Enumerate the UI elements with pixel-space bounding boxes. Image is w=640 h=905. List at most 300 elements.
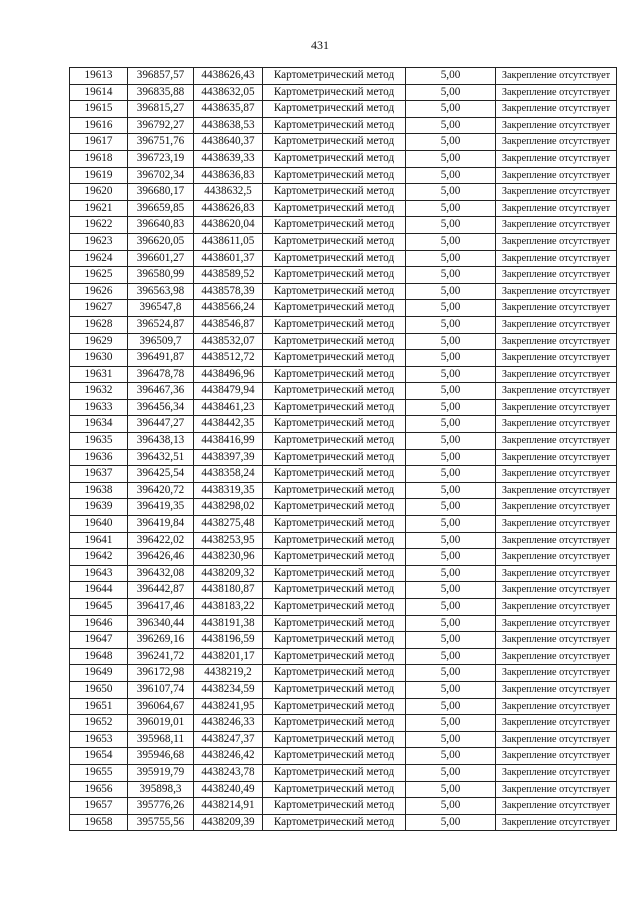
x-coordinate-cell: 396659,85 (128, 200, 194, 217)
method-cell: Картометрический метод (263, 632, 406, 649)
method-cell: Картометрический метод (263, 781, 406, 798)
point-number-cell: 19645 (70, 599, 128, 616)
fixing-cell: Закрепление отсутствует (496, 250, 617, 267)
table-row (70, 764, 617, 781)
x-coordinate-cell: 396640,83 (128, 217, 194, 234)
y-coordinate-cell: 4438234,59 (194, 681, 263, 698)
point-number-cell: 19648 (70, 648, 128, 665)
y-coordinate-cell: 4438201,17 (194, 648, 263, 665)
x-coordinate-cell: 396426,46 (128, 549, 194, 566)
method-cell: Картометрический метод (263, 333, 406, 350)
y-coordinate-cell: 4438358,24 (194, 466, 263, 483)
fixing-cell: Закрепление отсутствует (496, 665, 617, 682)
y-coordinate-cell: 4438578,39 (194, 283, 263, 300)
fixing-cell: Закрепление отсутствует (496, 681, 617, 698)
table-row (70, 117, 617, 134)
y-coordinate-cell: 4438640,37 (194, 134, 263, 151)
x-coordinate-cell: 396792,27 (128, 117, 194, 134)
accuracy-cell: 5,00 (406, 764, 496, 781)
table-row (70, 648, 617, 665)
point-number-cell: 19638 (70, 482, 128, 499)
accuracy-cell: 5,00 (406, 814, 496, 831)
method-cell: Картометрический метод (263, 416, 406, 433)
accuracy-cell: 5,00 (406, 449, 496, 466)
y-coordinate-cell: 4438601,37 (194, 250, 263, 267)
accuracy-cell: 5,00 (406, 200, 496, 217)
fixing-cell: Закрепление отсутствует (496, 781, 617, 798)
fixing-cell: Закрепление отсутствует (496, 532, 617, 549)
table-row (70, 150, 617, 167)
point-number-cell: 19651 (70, 698, 128, 715)
y-coordinate-cell: 4438638,53 (194, 117, 263, 134)
point-number-cell: 19628 (70, 316, 128, 333)
table-row (70, 250, 617, 267)
table-row (70, 383, 617, 400)
fixing-cell: Закрепление отсутствует (496, 316, 617, 333)
point-number-cell: 19649 (70, 665, 128, 682)
y-coordinate-cell: 4438635,87 (194, 101, 263, 118)
accuracy-cell: 5,00 (406, 748, 496, 765)
point-number-cell: 19655 (70, 764, 128, 781)
table-row (70, 681, 617, 698)
table-row (70, 449, 617, 466)
method-cell: Картометрический метод (263, 499, 406, 516)
table-row (70, 582, 617, 599)
method-cell: Картометрический метод (263, 383, 406, 400)
x-coordinate-cell: 396417,46 (128, 599, 194, 616)
point-number-cell: 19622 (70, 217, 128, 234)
accuracy-cell: 5,00 (406, 101, 496, 118)
point-number-cell: 19630 (70, 350, 128, 367)
x-coordinate-cell: 395776,26 (128, 798, 194, 815)
fixing-cell: Закрепление отсутствует (496, 466, 617, 483)
fixing-cell: Закрепление отсутствует (496, 117, 617, 134)
point-number-cell: 19614 (70, 84, 128, 101)
x-coordinate-cell: 396467,36 (128, 383, 194, 400)
point-number-cell: 19652 (70, 715, 128, 732)
fixing-cell: Закрепление отсутствует (496, 715, 617, 732)
point-number-cell: 19624 (70, 250, 128, 267)
accuracy-cell: 5,00 (406, 516, 496, 533)
point-number-cell: 19619 (70, 167, 128, 184)
point-number-cell: 19642 (70, 549, 128, 566)
fixing-cell: Закрепление отсутствует (496, 267, 617, 284)
method-cell: Картометрический метод (263, 399, 406, 416)
x-coordinate-cell: 396420,72 (128, 482, 194, 499)
accuracy-cell: 5,00 (406, 715, 496, 732)
x-coordinate-cell: 396620,05 (128, 233, 194, 250)
fixing-cell: Закрепление отсутствует (496, 615, 617, 632)
fixing-cell: Закрепление отсутствует (496, 814, 617, 831)
table-row (70, 748, 617, 765)
x-coordinate-cell: 395755,56 (128, 814, 194, 831)
y-coordinate-cell: 4438589,52 (194, 267, 263, 284)
accuracy-cell: 5,00 (406, 333, 496, 350)
x-coordinate-cell: 396563,98 (128, 283, 194, 300)
y-coordinate-cell: 4438253,95 (194, 532, 263, 549)
x-coordinate-cell: 396340,44 (128, 615, 194, 632)
table-row (70, 482, 617, 499)
x-coordinate-cell: 396432,08 (128, 565, 194, 582)
x-coordinate-cell: 396580,99 (128, 267, 194, 284)
point-number-cell: 19617 (70, 134, 128, 151)
fixing-cell: Закрепление отсутствует (496, 731, 617, 748)
y-coordinate-cell: 4438241,95 (194, 698, 263, 715)
fixing-cell: Закрепление отсутствует (496, 150, 617, 167)
accuracy-cell: 5,00 (406, 184, 496, 201)
point-number-cell: 19613 (70, 68, 128, 85)
x-coordinate-cell: 396269,16 (128, 632, 194, 649)
table-row (70, 499, 617, 516)
x-coordinate-cell: 395898,3 (128, 781, 194, 798)
table-row (70, 814, 617, 831)
x-coordinate-cell: 396601,27 (128, 250, 194, 267)
fixing-cell: Закрепление отсутствует (496, 383, 617, 400)
table-row (70, 333, 617, 350)
method-cell: Картометрический метод (263, 350, 406, 367)
x-coordinate-cell: 396425,54 (128, 466, 194, 483)
accuracy-cell: 5,00 (406, 499, 496, 516)
fixing-cell: Закрепление отсутствует (496, 499, 617, 516)
y-coordinate-cell: 4438620,04 (194, 217, 263, 234)
table-row (70, 101, 617, 118)
method-cell: Картометрический метод (263, 233, 406, 250)
y-coordinate-cell: 4438183,22 (194, 599, 263, 616)
accuracy-cell: 5,00 (406, 267, 496, 284)
x-coordinate-cell: 396524,87 (128, 316, 194, 333)
y-coordinate-cell: 4438611,05 (194, 233, 263, 250)
y-coordinate-cell: 4438512,72 (194, 350, 263, 367)
table-row (70, 200, 617, 217)
point-number-cell: 19650 (70, 681, 128, 698)
accuracy-cell: 5,00 (406, 482, 496, 499)
y-coordinate-cell: 4438191,38 (194, 615, 263, 632)
method-cell: Картометрический метод (263, 648, 406, 665)
x-coordinate-cell: 396419,35 (128, 499, 194, 516)
method-cell: Картометрический метод (263, 466, 406, 483)
accuracy-cell: 5,00 (406, 615, 496, 632)
method-cell: Картометрический метод (263, 449, 406, 466)
method-cell: Картометрический метод (263, 101, 406, 118)
x-coordinate-cell: 396835,88 (128, 84, 194, 101)
method-cell: Картометрический метод (263, 217, 406, 234)
table-row (70, 532, 617, 549)
accuracy-cell: 5,00 (406, 366, 496, 383)
coordinates-table (69, 67, 617, 831)
table-row (70, 167, 617, 184)
accuracy-cell: 5,00 (406, 798, 496, 815)
table-row (70, 549, 617, 566)
y-coordinate-cell: 4438461,23 (194, 399, 263, 416)
method-cell: Картометрический метод (263, 715, 406, 732)
table-row (70, 698, 617, 715)
method-cell: Картометрический метод (263, 200, 406, 217)
x-coordinate-cell: 396547,8 (128, 300, 194, 317)
accuracy-cell: 5,00 (406, 283, 496, 300)
fixing-cell: Закрепление отсутствует (496, 748, 617, 765)
method-cell: Картометрический метод (263, 565, 406, 582)
accuracy-cell: 5,00 (406, 781, 496, 798)
x-coordinate-cell: 396432,51 (128, 449, 194, 466)
y-coordinate-cell: 4438319,35 (194, 482, 263, 499)
method-cell: Картометрический метод (263, 433, 406, 450)
accuracy-cell: 5,00 (406, 698, 496, 715)
fixing-cell: Закрепление отсутствует (496, 582, 617, 599)
table-row (70, 466, 617, 483)
fixing-cell: Закрепление отсутствует (496, 433, 617, 450)
point-number-cell: 19633 (70, 399, 128, 416)
point-number-cell: 19620 (70, 184, 128, 201)
fixing-cell: Закрепление отсутствует (496, 516, 617, 533)
table-row (70, 217, 617, 234)
method-cell: Картометрический метод (263, 814, 406, 831)
accuracy-cell: 5,00 (406, 150, 496, 167)
table-row (70, 366, 617, 383)
table-row (70, 665, 617, 682)
accuracy-cell: 5,00 (406, 433, 496, 450)
table-row (70, 350, 617, 367)
method-cell: Картометрический метод (263, 516, 406, 533)
fixing-cell: Закрепление отсутствует (496, 764, 617, 781)
fixing-cell: Закрепление отсутствует (496, 333, 617, 350)
method-cell: Картометрический метод (263, 167, 406, 184)
fixing-cell: Закрепление отсутствует (496, 101, 617, 118)
fixing-cell: Закрепление отсутствует (496, 233, 617, 250)
point-number-cell: 19631 (70, 366, 128, 383)
table-row (70, 416, 617, 433)
fixing-cell: Закрепление отсутствует (496, 300, 617, 317)
fixing-cell: Закрепление отсутствует (496, 200, 617, 217)
fixing-cell: Закрепление отсутствует (496, 84, 617, 101)
accuracy-cell: 5,00 (406, 648, 496, 665)
y-coordinate-cell: 4438442,35 (194, 416, 263, 433)
accuracy-cell: 5,00 (406, 681, 496, 698)
method-cell: Картометрический метод (263, 482, 406, 499)
fixing-cell: Закрепление отсутствует (496, 648, 617, 665)
x-coordinate-cell: 396172,98 (128, 665, 194, 682)
method-cell: Картометрический метод (263, 665, 406, 682)
method-cell: Картометрический метод (263, 615, 406, 632)
point-number-cell: 19641 (70, 532, 128, 549)
accuracy-cell: 5,00 (406, 565, 496, 582)
point-number-cell: 19629 (70, 333, 128, 350)
fixing-cell: Закрепление отсутствует (496, 184, 617, 201)
accuracy-cell: 5,00 (406, 399, 496, 416)
accuracy-cell: 5,00 (406, 316, 496, 333)
table-row (70, 798, 617, 815)
point-number-cell: 19615 (70, 101, 128, 118)
x-coordinate-cell: 396702,34 (128, 167, 194, 184)
method-cell: Картометрический метод (263, 283, 406, 300)
point-number-cell: 19636 (70, 449, 128, 466)
point-number-cell: 19640 (70, 516, 128, 533)
y-coordinate-cell: 4438275,48 (194, 516, 263, 533)
point-number-cell: 19646 (70, 615, 128, 632)
fixing-cell: Закрепление отсутствует (496, 167, 617, 184)
table-row (70, 565, 617, 582)
point-number-cell: 19623 (70, 233, 128, 250)
fixing-cell: Закрепление отсутствует (496, 482, 617, 499)
method-cell: Картометрический метод (263, 698, 406, 715)
y-coordinate-cell: 4438626,83 (194, 200, 263, 217)
method-cell: Картометрический метод (263, 366, 406, 383)
point-number-cell: 19616 (70, 117, 128, 134)
accuracy-cell: 5,00 (406, 665, 496, 682)
y-coordinate-cell: 4438546,87 (194, 316, 263, 333)
point-number-cell: 19644 (70, 582, 128, 599)
accuracy-cell: 5,00 (406, 599, 496, 616)
y-coordinate-cell: 4438566,24 (194, 300, 263, 317)
fixing-cell: Закрепление отсутствует (496, 449, 617, 466)
y-coordinate-cell: 4438214,91 (194, 798, 263, 815)
method-cell: Картометрический метод (263, 798, 406, 815)
fixing-cell: Закрепление отсутствует (496, 632, 617, 649)
table-row (70, 715, 617, 732)
x-coordinate-cell: 396064,67 (128, 698, 194, 715)
x-coordinate-cell: 395968,11 (128, 731, 194, 748)
fixing-cell: Закрепление отсутствует (496, 549, 617, 566)
method-cell: Картометрический метод (263, 68, 406, 85)
y-coordinate-cell: 4438632,5 (194, 184, 263, 201)
accuracy-cell: 5,00 (406, 250, 496, 267)
fixing-cell: Закрепление отсутствует (496, 599, 617, 616)
point-number-cell: 19634 (70, 416, 128, 433)
y-coordinate-cell: 4438626,43 (194, 68, 263, 85)
point-number-cell: 19654 (70, 748, 128, 765)
x-coordinate-cell: 396419,84 (128, 516, 194, 533)
point-number-cell: 19653 (70, 731, 128, 748)
accuracy-cell: 5,00 (406, 233, 496, 250)
method-cell: Картометрический метод (263, 599, 406, 616)
point-number-cell: 19657 (70, 798, 128, 815)
x-coordinate-cell: 396491,87 (128, 350, 194, 367)
method-cell: Картометрический метод (263, 316, 406, 333)
x-coordinate-cell: 395946,68 (128, 748, 194, 765)
accuracy-cell: 5,00 (406, 383, 496, 400)
point-number-cell: 19632 (70, 383, 128, 400)
accuracy-cell: 5,00 (406, 532, 496, 549)
point-number-cell: 19643 (70, 565, 128, 582)
accuracy-cell: 5,00 (406, 134, 496, 151)
y-coordinate-cell: 4438230,96 (194, 549, 263, 566)
table-row (70, 267, 617, 284)
table-row (70, 184, 617, 201)
x-coordinate-cell: 396723,19 (128, 150, 194, 167)
y-coordinate-cell: 4438246,33 (194, 715, 263, 732)
accuracy-cell: 5,00 (406, 632, 496, 649)
method-cell: Картометрический метод (263, 250, 406, 267)
y-coordinate-cell: 4438219,2 (194, 665, 263, 682)
point-number-cell: 19626 (70, 283, 128, 300)
method-cell: Картометрический метод (263, 134, 406, 151)
fixing-cell: Закрепление отсутствует (496, 134, 617, 151)
method-cell: Картометрический метод (263, 150, 406, 167)
accuracy-cell: 5,00 (406, 582, 496, 599)
method-cell: Картометрический метод (263, 300, 406, 317)
y-coordinate-cell: 4438479,94 (194, 383, 263, 400)
method-cell: Картометрический метод (263, 731, 406, 748)
accuracy-cell: 5,00 (406, 350, 496, 367)
point-number-cell: 19637 (70, 466, 128, 483)
y-coordinate-cell: 4438209,32 (194, 565, 263, 582)
accuracy-cell: 5,00 (406, 217, 496, 234)
method-cell: Картометрический метод (263, 764, 406, 781)
y-coordinate-cell: 4438240,49 (194, 781, 263, 798)
fixing-cell: Закрепление отсутствует (496, 698, 617, 715)
y-coordinate-cell: 4438247,37 (194, 731, 263, 748)
point-number-cell: 19618 (70, 150, 128, 167)
accuracy-cell: 5,00 (406, 549, 496, 566)
x-coordinate-cell: 395919,79 (128, 764, 194, 781)
accuracy-cell: 5,00 (406, 731, 496, 748)
fixing-cell: Закрепление отсутствует (496, 350, 617, 367)
y-coordinate-cell: 4438416,99 (194, 433, 263, 450)
coordinates-table-body (70, 68, 617, 831)
table-row (70, 84, 617, 101)
accuracy-cell: 5,00 (406, 466, 496, 483)
table-row (70, 731, 617, 748)
y-coordinate-cell: 4438639,33 (194, 150, 263, 167)
x-coordinate-cell: 396019,01 (128, 715, 194, 732)
point-number-cell: 19647 (70, 632, 128, 649)
y-coordinate-cell: 4438532,07 (194, 333, 263, 350)
table-row (70, 283, 617, 300)
table-row (70, 300, 617, 317)
x-coordinate-cell: 396422,02 (128, 532, 194, 549)
table-row (70, 433, 617, 450)
table-row (70, 781, 617, 798)
point-number-cell: 19625 (70, 267, 128, 284)
fixing-cell: Закрепление отсутствует (496, 217, 617, 234)
accuracy-cell: 5,00 (406, 416, 496, 433)
x-coordinate-cell: 396447,27 (128, 416, 194, 433)
page-number: 431 (311, 38, 329, 52)
table-row (70, 134, 617, 151)
table-row (70, 516, 617, 533)
x-coordinate-cell: 396442,87 (128, 582, 194, 599)
method-cell: Картометрический метод (263, 532, 406, 549)
point-number-cell: 19627 (70, 300, 128, 317)
accuracy-cell: 5,00 (406, 300, 496, 317)
table-row (70, 615, 617, 632)
method-cell: Картометрический метод (263, 748, 406, 765)
table-row (70, 233, 617, 250)
point-number-cell: 19656 (70, 781, 128, 798)
accuracy-cell: 5,00 (406, 117, 496, 134)
method-cell: Картометрический метод (263, 184, 406, 201)
y-coordinate-cell: 4438298,02 (194, 499, 263, 516)
fixing-cell: Закрепление отсутствует (496, 283, 617, 300)
table-row (70, 632, 617, 649)
accuracy-cell: 5,00 (406, 68, 496, 85)
point-number-cell: 19635 (70, 433, 128, 450)
y-coordinate-cell: 4438243,78 (194, 764, 263, 781)
method-cell: Картометрический метод (263, 84, 406, 101)
table-row (70, 599, 617, 616)
method-cell: Картометрический метод (263, 117, 406, 134)
point-number-cell: 19658 (70, 814, 128, 831)
x-coordinate-cell: 396107,74 (128, 681, 194, 698)
table-row (70, 399, 617, 416)
fixing-cell: Закрепление отсутствует (496, 68, 617, 85)
fixing-cell: Закрепление отсутствует (496, 798, 617, 815)
y-coordinate-cell: 4438246,42 (194, 748, 263, 765)
accuracy-cell: 5,00 (406, 84, 496, 101)
x-coordinate-cell: 396241,72 (128, 648, 194, 665)
y-coordinate-cell: 4438636,83 (194, 167, 263, 184)
y-coordinate-cell: 4438180,87 (194, 582, 263, 599)
x-coordinate-cell: 396751,76 (128, 134, 194, 151)
